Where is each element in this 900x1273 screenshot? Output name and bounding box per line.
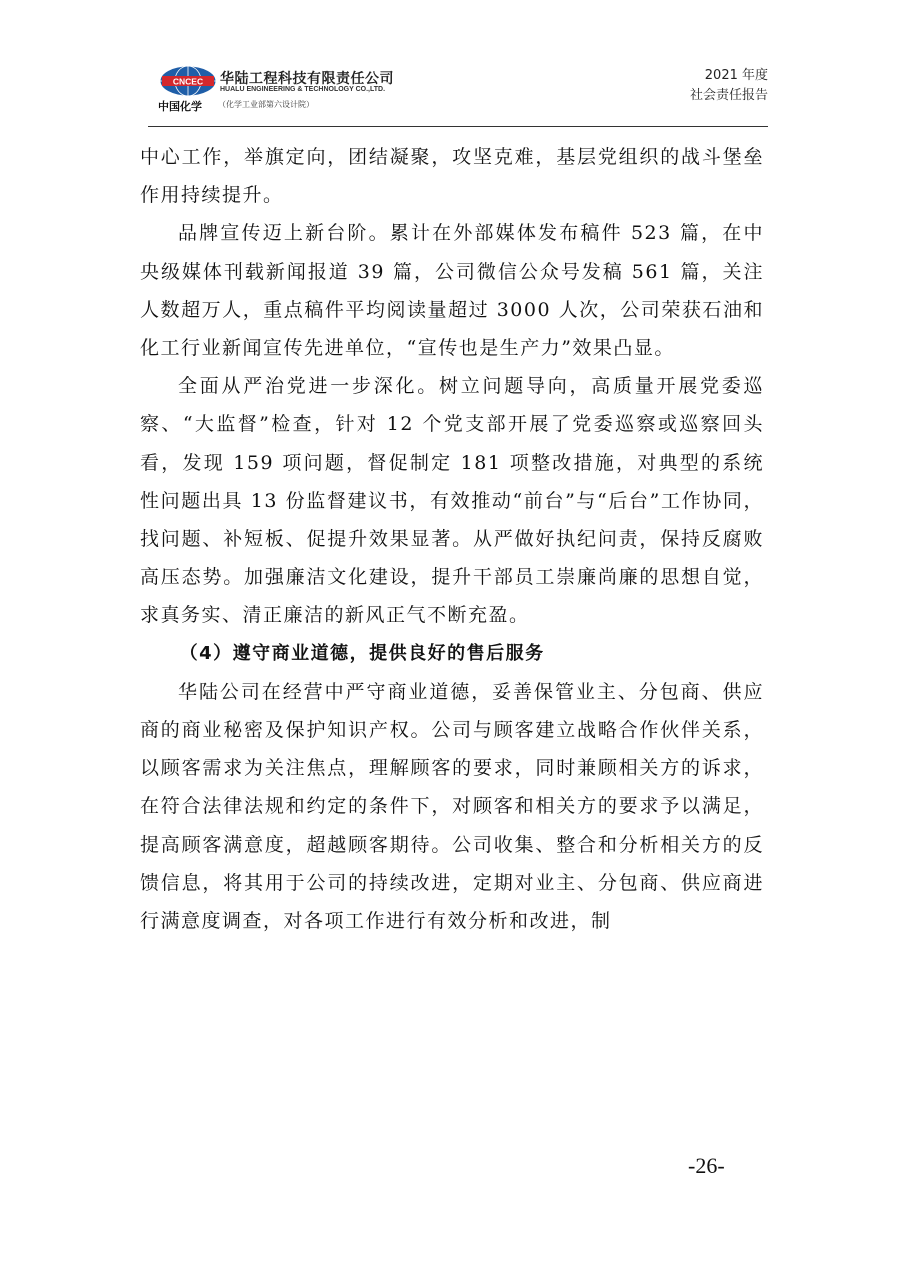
report-year: 2021 年度 bbox=[704, 68, 768, 83]
header-divider bbox=[148, 126, 768, 127]
report-title: 社会责任报告 bbox=[689, 88, 768, 103]
paragraph-continued: 中心工作，举旗定向，团结凝聚，攻坚克难，基层党组织的战斗堡垒作用持续提升。 bbox=[140, 146, 764, 207]
logo-abbr: CNCEC bbox=[172, 76, 204, 87]
cncec-globe-icon bbox=[158, 64, 218, 98]
company-name-cn: 华陆工程科技有限责任公司 bbox=[220, 71, 394, 87]
document-body bbox=[140, 138, 764, 940]
paragraph-brand-promotion: 品牌宣传迈上新台阶。累计在外部媒体发布稿件 523 篇，在中央级媒体刊载新闻报道 39 篇，公司微信公众号发稿 561 篇，关注人数超万人，重点稿件平均阅读量超过 3000 人次，公司荣获石油和化工行业新闻宣传先进单位，“宣传也是生产力”效果凸显。 bbox=[140, 222, 764, 360]
page-number: -26- bbox=[688, 1153, 725, 1178]
report-info bbox=[690, 66, 768, 106]
paragraph-party-governance: 全面从严治党进一步深化。树立问题导向，高质量开展党委巡察、“大监督”检查，针对 12 个党支部开展了党委巡察或巡察回头看，发现 159 项问题，督促制定 181 项整改措施，对典型的系统性问题出具 13 份监督建议书，有效推动“前台”与“后台”工作协同，找问题、补短板、促提升效果显著。从严做好执纪问责，保持反腐败高压态势。加强廉洁文化建设，提升干部员工崇廉尚廉的思想自觉，求真务实、清正廉洁的新风正气不断充盈。 bbox=[140, 375, 764, 627]
company-name-en: HUALU ENGINEERING & TECHNOLOGY CO.,LTD. bbox=[220, 86, 386, 93]
brand-name: 中国化学 bbox=[158, 100, 202, 113]
section-heading: （4）遵守商业道德，提供良好的售后服务 bbox=[179, 642, 545, 664]
company-subtitle: （化学工业部第六设计院） bbox=[218, 100, 314, 109]
company-logo bbox=[158, 64, 398, 116]
paragraph-business-ethics: 华陆公司在经营中严守商业道德，妥善保管业主、分包商、供应商的商业秘密及保护知识产权。公司与顾客建立战略合作伙伴关系，以顾客需求为关注焦点，理解顾客的要求，同时兼顾相关方的诉求，在符合法律法规和约定的条件下，对顾客和相关方的要求予以满足，提高顾客满意度，超越顾客期待。公司收集、整合和分析相关方的反馈信息，将其用于公司的持续改进，定期对业主、分包商、供应商进行满意度调查，对各项工作进行有效分析和改进，制 bbox=[140, 680, 764, 933]
page-header bbox=[148, 58, 768, 128]
